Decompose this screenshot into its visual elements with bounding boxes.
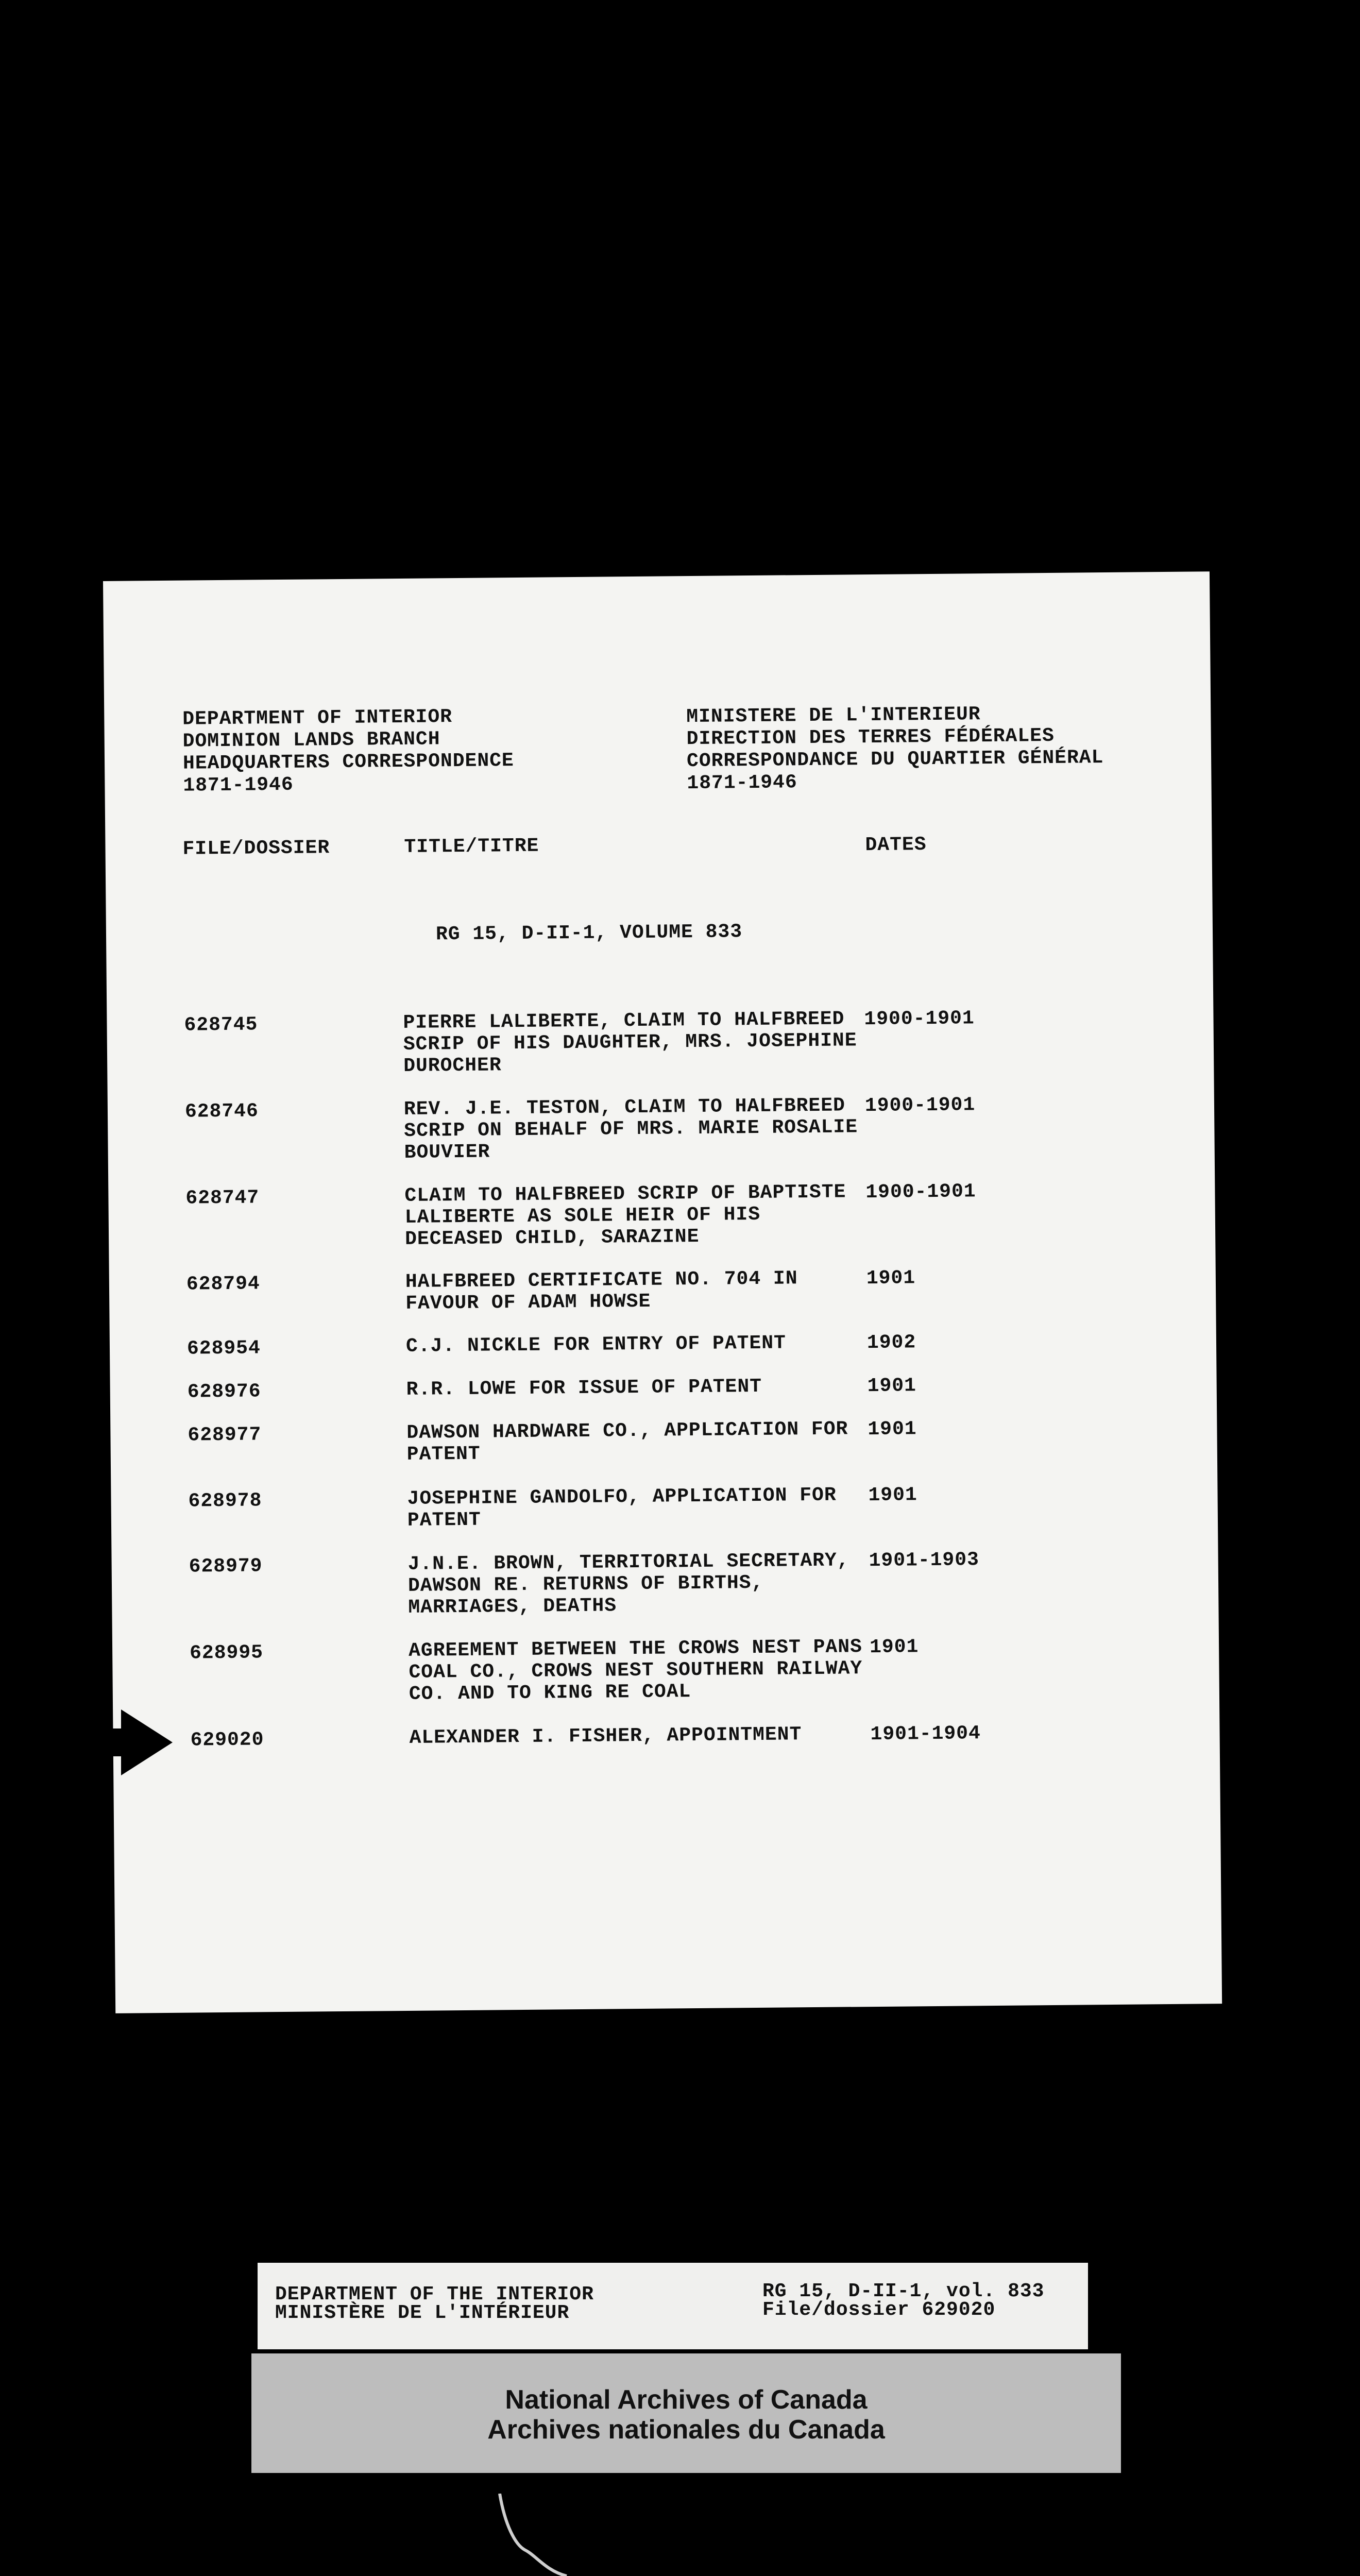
archives-banner	[251, 2353, 1121, 2473]
volume-reference: RG 15, D-II-1, VOLUME 833	[435, 921, 743, 946]
file-number: 628747	[185, 1187, 260, 1210]
table-row	[108, 1178, 1215, 1250]
file-dates: 1901	[868, 1418, 917, 1441]
header-line: 1871-1946	[687, 771, 797, 795]
header-line: MINISTERE DE L'INTERIEUR	[686, 703, 981, 728]
file-title: C.J. NICKLE FOR ENTRY OF PATENT	[405, 1332, 787, 1358]
file-title: CLAIM TO HALFBREED SCRIP OF BAPTISTE LALIBERTE AS SOLE HEIR OF HIS DECEASED CHILD, SARAZINE	[404, 1181, 846, 1250]
file-dates: 1900-1901	[865, 1180, 976, 1204]
table-row	[110, 1372, 1217, 1403]
table-row	[107, 1005, 1213, 1077]
table-row	[111, 1481, 1217, 1532]
column-header-title: TITLE/TITRE	[404, 835, 539, 858]
label-department	[275, 2285, 594, 2323]
file-dates: 1901	[866, 1267, 916, 1290]
file-title: ALEXANDER I. FISHER, APPOINTMENT	[409, 1723, 802, 1749]
header-line: HEADQUARTERS CORRESPONDENCE	[182, 750, 514, 775]
table-row	[110, 1329, 1216, 1360]
file-dates: 1900-1901	[864, 1007, 975, 1031]
table-row	[109, 1264, 1216, 1315]
file-dates: 1901-1903	[869, 1549, 980, 1572]
file-title: REV. J.E. TESTON, CLAIM TO HALFBREED SCRIP ON BEHALF OF MRS. MARIE ROSALIE BOUVIER	[403, 1094, 858, 1164]
file-dates: 1901	[868, 1484, 917, 1507]
table-row	[112, 1633, 1219, 1705]
header-line: CORRESPONDANCE DU QUARTIER GÉNÉRAL	[686, 747, 1104, 773]
file-title: J.N.E. BROWN, TERRITORIAL SECRETARY, DAWSON RE. RETURNS OF BIRTHS, MARRIAGES, DEATHS	[407, 1549, 849, 1619]
table-row	[112, 1547, 1218, 1619]
header-line: DOMINION LANDS BRANCH	[182, 728, 440, 753]
header-line: 1871-1946	[183, 773, 294, 797]
file-dates: 1901	[867, 1375, 917, 1398]
file-dates: 1901	[869, 1636, 919, 1659]
banner-french: Archives nationales du Canada	[487, 2415, 885, 2445]
label-line: RG 15, D-II-1, vol. 833	[762, 2280, 1045, 2302]
file-title: DAWSON HARDWARE CO., APPLICATION FOR PATENT	[406, 1418, 848, 1466]
header-english	[182, 705, 514, 797]
label-reference	[762, 2282, 1045, 2319]
file-number: 628979	[189, 1555, 263, 1578]
stray-thread-mark	[495, 2494, 608, 2576]
file-number: 628746	[184, 1100, 259, 1123]
file-dates: 1902	[866, 1331, 916, 1354]
header-french	[686, 702, 1104, 794]
table-row	[110, 1415, 1217, 1466]
file-title: R.R. LOWE FOR ISSUE OF PATENT	[406, 1375, 762, 1401]
file-dates: 1901-1904	[870, 1722, 981, 1746]
file-number: 628745	[184, 1013, 258, 1037]
file-number: 629020	[190, 1728, 264, 1752]
file-number: 628794	[186, 1273, 260, 1296]
column-header-file: FILE/DOSSIER	[182, 837, 330, 860]
file-title: PIERRE LALIBERTE, CLAIM TO HALFBREED SCRIP OF HIS DAUGHTER, MRS. JOSEPHINE DUROCHER	[403, 1008, 857, 1077]
file-number: 628978	[188, 1489, 262, 1513]
file-number: 628995	[189, 1641, 264, 1665]
header-line: DEPARTMENT OF INTERIOR	[182, 706, 453, 731]
file-number: 628976	[187, 1380, 261, 1403]
file-number: 628977	[188, 1423, 262, 1447]
table-row	[108, 1092, 1214, 1164]
label-line: DEPARTMENT OF THE INTERIOR	[275, 2283, 594, 2306]
pointer-arrow-icon	[121, 1709, 173, 1775]
file-number: 628954	[186, 1337, 261, 1360]
archive-label	[258, 2263, 1088, 2349]
file-title: JOSEPHINE GANDOLFO, APPLICATION FOR PATENT	[407, 1484, 837, 1532]
label-line: MINISTÈRE DE L'INTÉRIEUR	[275, 2302, 570, 2324]
column-header-dates: DATES	[865, 834, 927, 857]
document-sheet	[103, 571, 1222, 2013]
banner-english: National Archives of Canada	[505, 2385, 868, 2415]
file-dates: 1900-1901	[864, 1094, 976, 1117]
label-line: File/dossier 629020	[762, 2299, 996, 2321]
header-line: DIRECTION DES TERRES FÉDÉRALES	[686, 724, 1055, 751]
file-title: AGREEMENT BETWEEN THE CROWS NEST PANS COAL CO., CROWS NEST SOUTHERN RAILWAY CO. AND TO KING RE COAL	[408, 1636, 863, 1705]
table-row-highlighted	[113, 1720, 1219, 1752]
file-title: HALFBREED CERTIFICATE NO. 704 IN FAVOUR OF ADAM HOWSE	[405, 1267, 798, 1315]
